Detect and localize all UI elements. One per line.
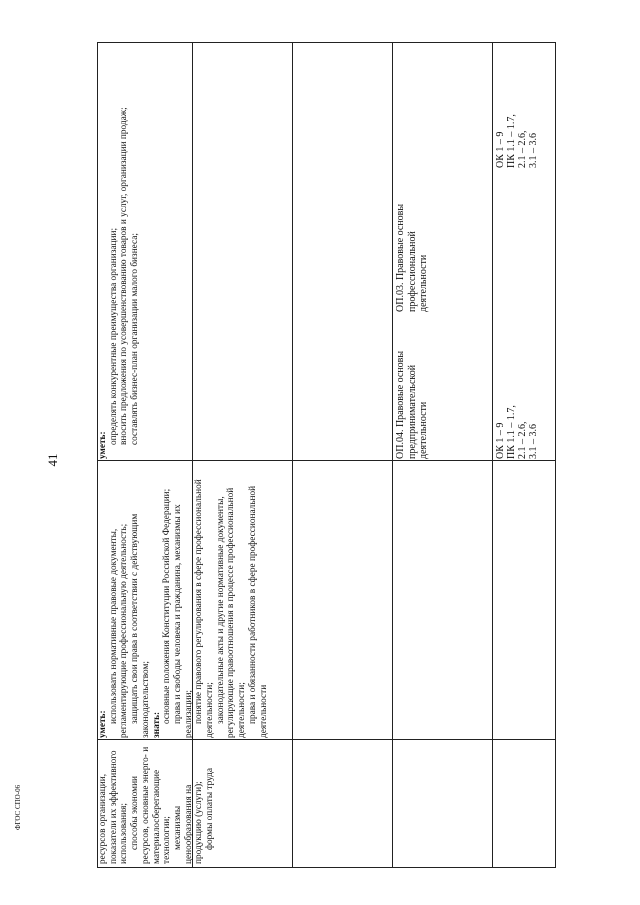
row3-content-cell [98, 44, 191, 459]
row1-text-cell [98, 740, 216, 864]
column-divider-2 [292, 42, 293, 868]
row2-know-5: права и обязанности работников в сфере профессиональной деятельности [247, 485, 269, 738]
row2-skill-2: защищать свои права в соответствии с действующим законодательством; [130, 513, 151, 738]
footer-label: ФГОС СПО-06 [14, 784, 22, 830]
row3-skill-2: вносить предложения по усовершенствованию товаров и услуг, организации продаж; [119, 107, 130, 445]
column-divider-3 [392, 42, 393, 868]
row3-discipline-cell: ОП.04. Правовые основы предпринимательской деятельности [395, 350, 429, 459]
row-border-start [97, 867, 556, 868]
row2-skills-label: уметь: [98, 710, 108, 738]
row1-line-2: способы экономии ресурсов, основные энерго- и материалосберегающие технологии; [130, 746, 173, 864]
row2-know-1: основные положения Конституции Российской Федерации; [162, 488, 173, 724]
row2-discipline-cell: ОП.03. Правовые основы профессиональной деятельности [395, 203, 429, 312]
row1-line-1: ресурсов организации, показатели их эффективного использования; [98, 750, 130, 864]
row1-codes-cell: ОК 1 – 9 ПК 1.1 – 1.7, 2.1 – 2.6, 3.1 – 3.6 [495, 114, 539, 168]
competency-table [97, 42, 556, 868]
row1-line-4: формы оплаты труда [205, 767, 216, 850]
row-divider-2 [97, 460, 556, 461]
row3-skill-1: определять конкурентные преимущества организации; [108, 227, 119, 445]
row-divider-1-mid [192, 739, 392, 740]
row3-skill-3: составлять бизнес-план организации малого бизнеса; [130, 233, 141, 445]
row-border-end [97, 42, 556, 43]
row2-know-2: права и свободы человека и гражданина, механизмы их реализации; [172, 504, 194, 738]
page-number: 41 [45, 453, 60, 467]
table-border-bottom [555, 42, 556, 868]
row2-know-3: понятие правового регулирования в сфере профессиональной деятельности; [194, 479, 216, 738]
row3-codes-cell: ОК 1 – 9 ПК 1.1 – 1.7, 2.1 – 2.6, 3.1 – 3.6 [495, 405, 539, 459]
row2-know-4: законодательные акты и другие нормативные документы, регулирующие правоотношения в процессе профессиональной деятельности; [215, 487, 248, 738]
row2-content-cell [98, 462, 269, 738]
row1-line-3: механизмы ценообразования на продукцию (услуги); [172, 781, 205, 864]
row3-skills-label: уметь: [98, 431, 108, 459]
row-divider-1-codes [392, 739, 556, 740]
row2-know-label: знать: [151, 711, 162, 738]
row2-skill-1: использовать нормативные правовые документы, регламентирующие профессиональную деятельность; [108, 523, 130, 738]
column-divider-4 [492, 42, 493, 868]
